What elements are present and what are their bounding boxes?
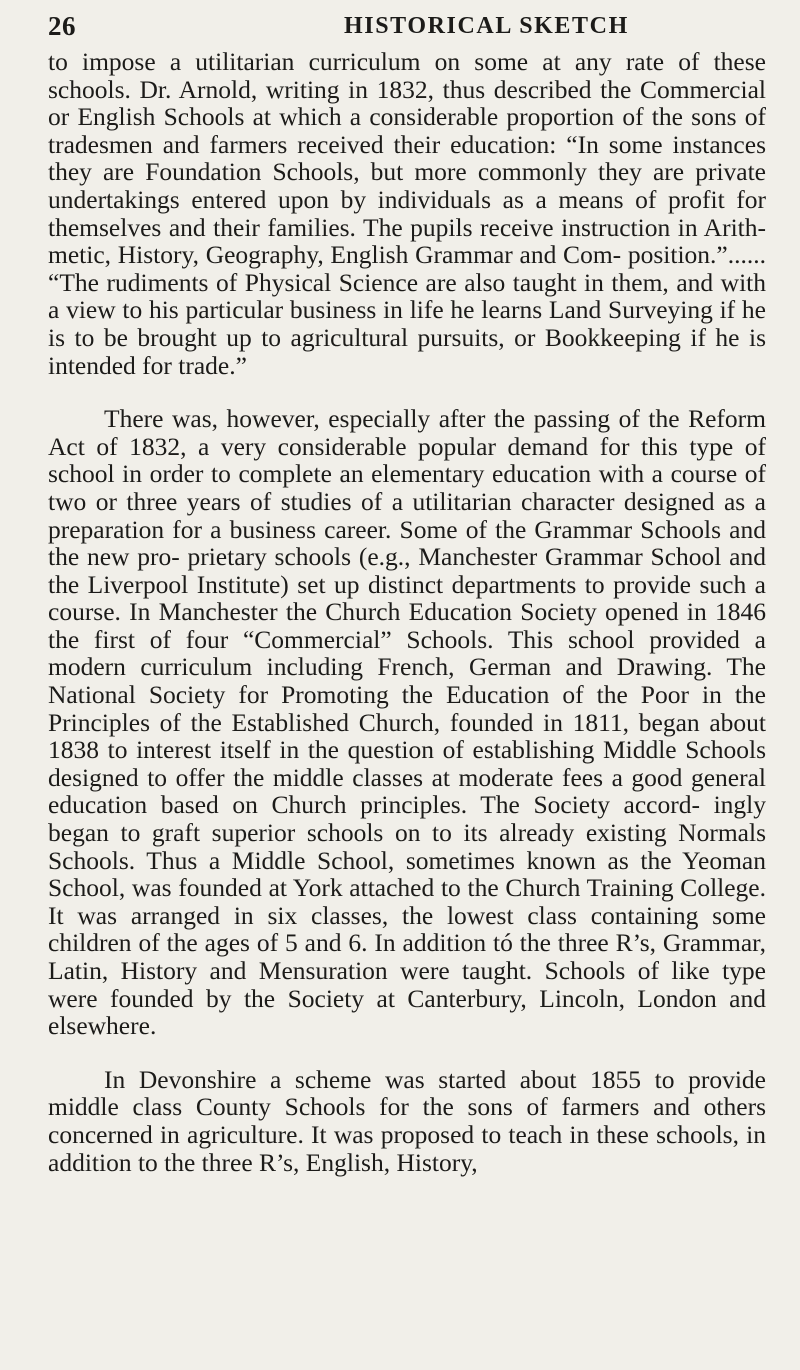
running-head [48,6,766,46]
running-title: HISTORICAL SKETCH [344,13,629,39]
body-text [48,48,766,1176]
paragraph: In Devonshire a scheme was started about 1855 to provide middle class County Schools for the sons of farmers and others concerned in agriculture. It was proposed to teach in these schools, in addition to the three R’s, English, History, [48,1064,766,1177]
paragraph: There was, however, especially after the passing of the Reform Act of 1832, a very considerable popular demand for this type of school in order to complete an elementary education with a course of two or three years of studies of a utilitarian character designed as a preparation for a business career. Some of the Grammar Schools and the new pro- prietary schools (e.g., Manchester Grammar School and the Liverpool Institute) set up distinct departments to provide such a course. In Manchester the Church Education Society opened in 1846 the first of four “Commercial” Schools. This school provided a modern curriculum including French, German and Drawing. The National Society for Promoting the Education of the Poor in the Principles of the Established Church, founded in 1811, began about 1838 to interest itself in the question of establishing Middle Schools designed to offer the middle classes at moderate fees a good general education based on Church principles. The Society accord- ingly began to graft superior schools on to its already existing Normals Schools. Thus a Middle School, sometimes known as the Yeoman School, was founded at York attached to the Church Training College. It was arranged in six classes, the lowest class containing some children of the ages of 5 and 6. In addition tó the three R’s, Grammar, Latin, History and Mensuration were taught. Schools of like type were founded by the Society at Canterbury, Lincoln, London and elsewhere. [48,404,766,1041]
page-number: 26 [48,11,76,41]
paragraph-continued: to impose a utilitarian curriculum on some at any rate of these schools. Dr. Arnold, writing in 1832, thus described the Commercial or English Schools at which a considerable proportion of the sons of tradesmen and farmers received their education: “In some instances they are Foundation Schools, but more commonly they are private undertakings entered upon by individuals as a means of profit for themselves and their families. The pupils receive instruction in Arith- metic, History, Geography, English Grammar and Com- position.”...... “The rudiments of Physical Science are also taught in them, and with a view to his particular business in life he learns Land Surveying if he is to be brought up to agricultural pursuits, or Bookkeeping if he is intended for trade.” [48,47,766,380]
